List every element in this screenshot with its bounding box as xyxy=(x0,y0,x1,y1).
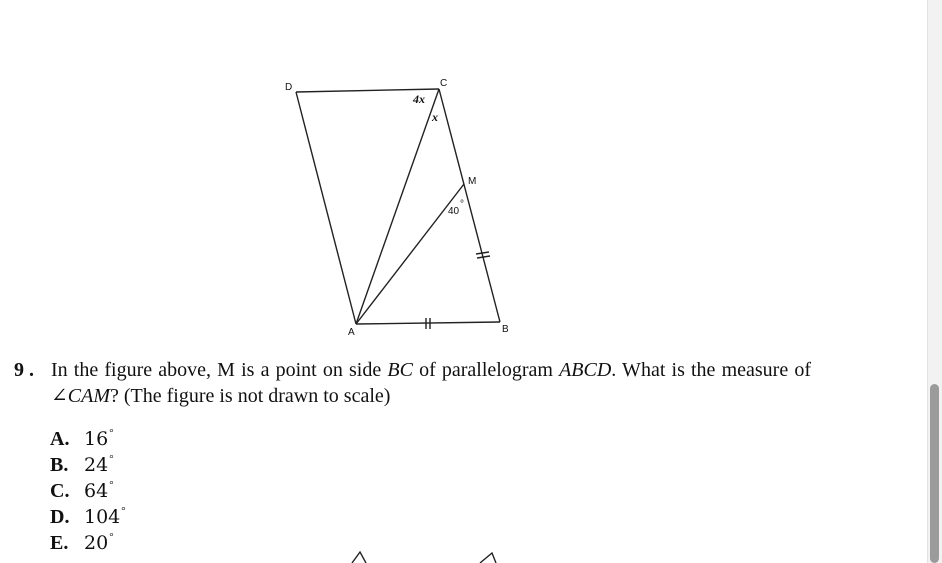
degree-symbol: ° xyxy=(109,453,114,465)
vertex-label-b: B xyxy=(502,324,509,335)
choice-a[interactable] xyxy=(50,420,126,450)
vertex-label-d: D xyxy=(285,82,293,93)
question-text xyxy=(51,357,811,409)
question-number xyxy=(14,357,34,383)
angle-label-x: x xyxy=(432,110,438,124)
question-number-value: 9 xyxy=(14,359,24,381)
choice-c[interactable] xyxy=(50,472,126,502)
question-text-part4: ? (The figure is not drawn to scale) xyxy=(109,385,391,407)
segment-am xyxy=(356,184,464,324)
tick-mark-mb-2 xyxy=(477,256,490,258)
degree-symbol: ° xyxy=(109,427,114,439)
choice-b[interactable] xyxy=(50,446,126,476)
parallelogram-name: ABCD xyxy=(559,359,612,381)
side-bc-label: BC xyxy=(387,359,413,381)
choice-letter: D. xyxy=(50,506,70,528)
choice-letter: C. xyxy=(50,480,70,502)
answer-choices xyxy=(50,420,126,554)
choice-letter: B. xyxy=(50,454,69,476)
angle-cam-label: ∠CAM xyxy=(51,385,110,407)
degree-symbol: ° xyxy=(121,505,126,517)
degree-symbol: ° xyxy=(109,479,114,491)
segment-ac xyxy=(356,89,439,324)
choice-value: 20 xyxy=(84,532,109,554)
vertex-label-a: A xyxy=(348,327,355,338)
degree-mark: ° xyxy=(460,199,464,210)
angle-label-4x: 4x xyxy=(413,92,425,106)
tick-mark-mb xyxy=(476,252,489,254)
vertex-label-c: C xyxy=(440,78,448,89)
angle-label-40: 40 xyxy=(448,206,460,217)
side-da xyxy=(296,92,356,324)
choice-value: 24 xyxy=(84,454,109,476)
degree-symbol: ° xyxy=(109,531,114,543)
vertical-scrollbar[interactable] xyxy=(927,0,942,563)
scrollbar-thumb[interactable] xyxy=(930,384,939,563)
choice-letter: E. xyxy=(50,532,69,554)
choice-value: 104 xyxy=(84,506,121,528)
question-text-part2: of parallelogram xyxy=(412,359,560,381)
vertex-label-m: M xyxy=(468,176,477,187)
question-text-part1: In the figure above, M is a point on side xyxy=(51,359,388,381)
choice-value: 16 xyxy=(84,428,109,450)
side-ab xyxy=(356,322,500,324)
choice-value: 64 xyxy=(84,480,109,502)
choice-letter: A. xyxy=(50,428,70,450)
partial-shape-right xyxy=(480,553,496,563)
question-text-part3: . What is the measure of xyxy=(611,359,812,381)
choice-d[interactable] xyxy=(50,498,126,528)
partial-shape-left xyxy=(352,552,366,563)
question-number-separator: . xyxy=(29,359,34,381)
